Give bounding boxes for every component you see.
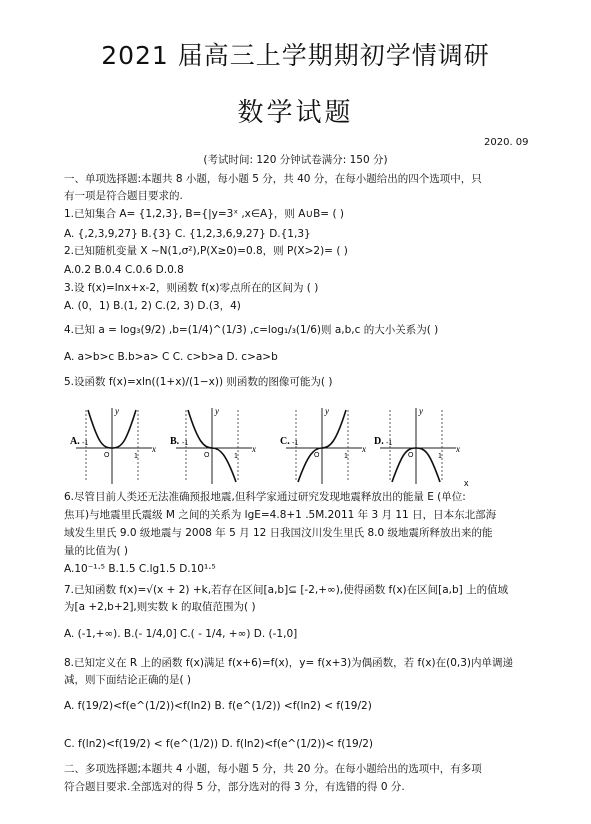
text-line-21: 减，则下面结论正确的是( ) [64, 674, 192, 686]
tick-neg-one-d: -1 [386, 440, 393, 447]
text-line-1: 一、单项选择题:本题共 8 小题，每小题 5 分，共 40 分，在每小题给出的四个选项中，只 [64, 173, 482, 185]
text-line-20: 8.已知定义在 R 上的函数 f(x)满足 f(x+6)=f(x)，y= f(x+3)为偶函数，若 f(x)在(0,3)内单调递 [64, 657, 514, 669]
exam-date: 2020. 09 [484, 137, 529, 148]
y-axis-label-d: y [419, 406, 423, 416]
text-line-22: A. f(19/2)<f(e^(1/2))<f(ln2) B. f(e^(1/2)) <f(ln2) < f(19/2) [64, 700, 372, 712]
page-title: 2021 届高三上学期期初学情调研 [101, 41, 490, 70]
tick-one-a: 1 [134, 453, 138, 460]
origin-label-c: O [314, 452, 320, 459]
stray-x-label: x [464, 478, 469, 488]
x-axis-label-b: x [252, 444, 256, 454]
text-line-7: 3.设 f(x)=lnx+x-2，则函数 f(x)零点所在的区间为 ( ) [64, 282, 319, 294]
text-line-3: 1.已知集合 A= {1,2,3}, B={|y=3ˣ ,x∈A}，则 A∪B= ( ) [64, 208, 344, 220]
origin-label-a: O [104, 452, 110, 459]
graph-label-c: C. [280, 436, 290, 447]
text-line-15: 量的比值为( ) [64, 545, 129, 557]
tick-one-d: 1 [438, 453, 442, 460]
exam-info: (考试时间: 120 分钟试卷满分: 150 分) [203, 154, 388, 166]
graph-options-svg [64, 400, 534, 488]
graph-label-b: B. [170, 436, 180, 447]
text-line-13: 焦耳)与地震里氏震级 M 之间的关系为 lgE=4.8+1 .5M.2011 年 3 月 11 日，日本东北部海 [64, 509, 497, 521]
text-line-24: 二、多项选择题;本题共 4 小题，每小题 5 分，共 20 分。在每小题给出的选项中，有多项 [64, 763, 482, 775]
text-line-16: A.10⁻¹·⁵ B.1.5 C.lg1.5 D.10¹·⁵ [64, 563, 216, 575]
text-line-4: A. {,2,3,9,27} B.{3} C. {1,2,3,6,9,27} D.{1,3} [64, 228, 311, 240]
text-line-5: 2.已知随机变量 X ~N(1,σ²),P(X≥0)=0.8，则 P(X>2)= ( ) [64, 245, 348, 257]
text-line-2: 有一项是符合题目要求的. [64, 190, 183, 202]
y-axis-label-a: y [115, 406, 119, 416]
y-axis-label-c: y [325, 406, 329, 416]
y-axis-label-b: y [215, 406, 219, 416]
text-line-9: 4.已知 a = log₃(9/2) ,b=(1/4)^(1/3) ,c=log₁/₃(1/6)则 a,b,c 的大小关系为( ) [64, 324, 439, 336]
tick-one-b: 1 [234, 453, 238, 460]
x-axis-label-c: x [362, 444, 366, 454]
text-line-8: A. (0，1) B.(1, 2) C.(2, 3) D.(3，4) [64, 300, 241, 312]
text-line-6: A.0.2 B.0.4 C.0.6 D.0.8 [64, 264, 184, 276]
graph-label-d: D. [374, 436, 384, 447]
tick-one-c: 1 [344, 453, 348, 460]
text-line-25: 符合题目要求.全部选对的得 5 分，部分选对的得 3 分，有选错的得 0 分. [64, 781, 405, 793]
origin-label-b: O [204, 452, 210, 459]
text-line-10: A. a>b>c B.b>a> C C. c>b>a D. c>a>b [64, 351, 278, 363]
tick-neg-one-c: -1 [292, 440, 299, 447]
tick-neg-one-b: -1 [182, 440, 189, 447]
text-line-12: 6.尽管目前人类还无法准确预报地震,但科学家通过研究发现地震释放出的能量 E (单位: [64, 491, 466, 503]
page-subtitle: 数学试题 [237, 98, 354, 128]
origin-label-d: O [408, 452, 414, 459]
text-line-17: 7.已知函数 f(x)=√(x + 2) +k,若存在区间[a,b]⊆ [-2,+∞),使得函数 f(x)在区间[a,b] 上的值域 [64, 584, 509, 596]
text-line-19: A. (-1,+∞). B.(- 1/4,0] C.( - 1/4, +∞) D. (-1,0] [64, 628, 298, 640]
graph-figure [64, 400, 534, 488]
text-line-14: 域发生里氏 9.0 级地震与 2008 年 5 月 12 日我国汶川发生里氏 8.0 级地震所释放出来的能 [64, 527, 493, 539]
text-line-11: 5.设函数 f(x)=xln((1+x)/(1−x)) 则函数的图像可能为( ) [64, 376, 333, 388]
x-axis-label-a: x [152, 444, 156, 454]
graph-label-a: A. [70, 436, 80, 447]
tick-neg-one-a: -1 [82, 440, 89, 447]
x-axis-label-d: x [456, 444, 460, 454]
text-line-23: C. f(ln2)<f(19/2) < f(e^(1/2)) D. f(ln2)<f(e^(1/2))< f(19/2) [64, 738, 374, 750]
text-line-18: 为[a +2,b+2],则实数 k 的取值范围为( ) [64, 601, 256, 613]
